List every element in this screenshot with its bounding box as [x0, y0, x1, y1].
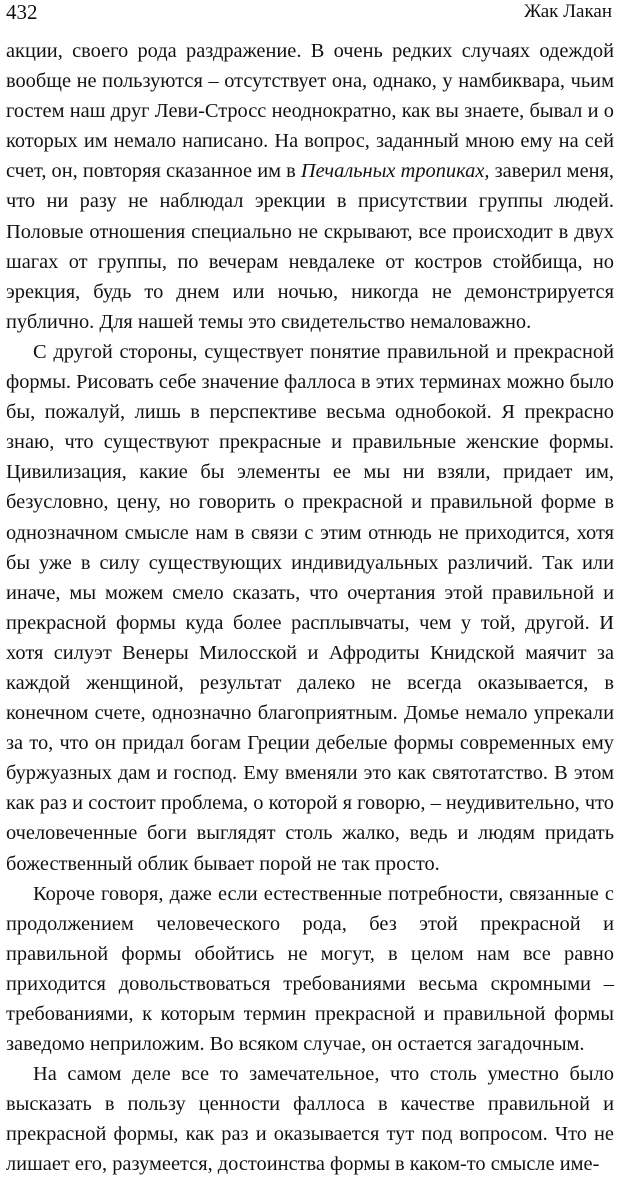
paragraph-1-text-end: заверил меня, что ни разу не наблюдал эрекции в присутствии группы людей. Половые отношения специально не скрывают, все происходит в двух шагах от группы, по вечерам невдалеке от костров стойбища, но эрекция, будь то днем или ночью, никогда не демонстрируется публично. Для нашей темы это свидетельство немаловажно.: [6, 160, 615, 333]
paragraph-1: [6, 36, 614, 337]
body-text: [6, 36, 614, 1180]
running-head-author: Жак Лакан: [524, 1, 612, 22]
paragraph-1-text-start: акции, своего рода раздражение. В очень редких случаях одеждой вообще не пользуются – отсутствует она, однако, у намбиквара, чьим гостем наш друг Леви-Стросс неоднократно, как вы знаете, бывал и о которых им немало написано. На вопрос, заданный мною ему на сей счет, он, повторяя сказанное им в: [6, 40, 614, 183]
paragraph-3: Короче говоря, даже если естественные потребности, связанные с продолжением человеческого рода, без этой прекрасной и правильной формы обойтись не могут, в целом нам все равно приходится довольствоваться требованиями весьма скромными – требованиями, к которым термин прекрасной и правильной формы заведомо неприложим. Во всяком случае, он остается загадочным.: [6, 882, 614, 1056]
paragraph-2: С другой стороны, существует понятие правильной и прекрасной формы. Рисовать себе значение фаллоса в этих терминах можно было бы, пожалуй, лишь в перспективе весьма однобокой. Я прекрасно знаю, что существуют прекрасные и правильные женские формы. Цивилизация, какие бы элементы ее мы ни взяли, придает им, безусловно, цену, но говорить о прекрасной и правильной форме в однозначном смысле нам в связи с этим отнюдь не приходится, хотя бы уже в силу существующих индивидуальных различий. Так или иначе, мы можем смело сказать, что очертания этой правильной и прекрасной формы куда более расплывчаты, чем у той, другой. И хотя силуэт Венеры Милосской и Афродиты Книдской маячит за каждой женщиной, результат далеко не всегда оказывается, в конечном счете, однозначно благоприятным. Домье немало упрекали за то, что он придал богам Греции дебелые формы современных ему буржуазных дам и господ. Ему вменяли это как святотатство. В этом как раз и состоит проблема, о которой я говорю, – неудивительно, что очеловеченные боги выглядят столь жалко, ведь и людям придать божественный облик бывает порой не так просто.: [6, 340, 614, 875]
paragraph-4: На самом деле все то замечательное, что столь уместно было высказать в пользу ценности фаллоса в качестве правильной и прекрасной формы, как раз и оказывается тут под вопросом. Что не лишает его, разумеется, достоинства формы в каком-то смысле име-: [6, 1063, 614, 1176]
page-header: [6, 0, 612, 30]
book-title-italic: Печальных тропиках,: [300, 160, 490, 183]
page-number: 432: [6, 0, 38, 24]
